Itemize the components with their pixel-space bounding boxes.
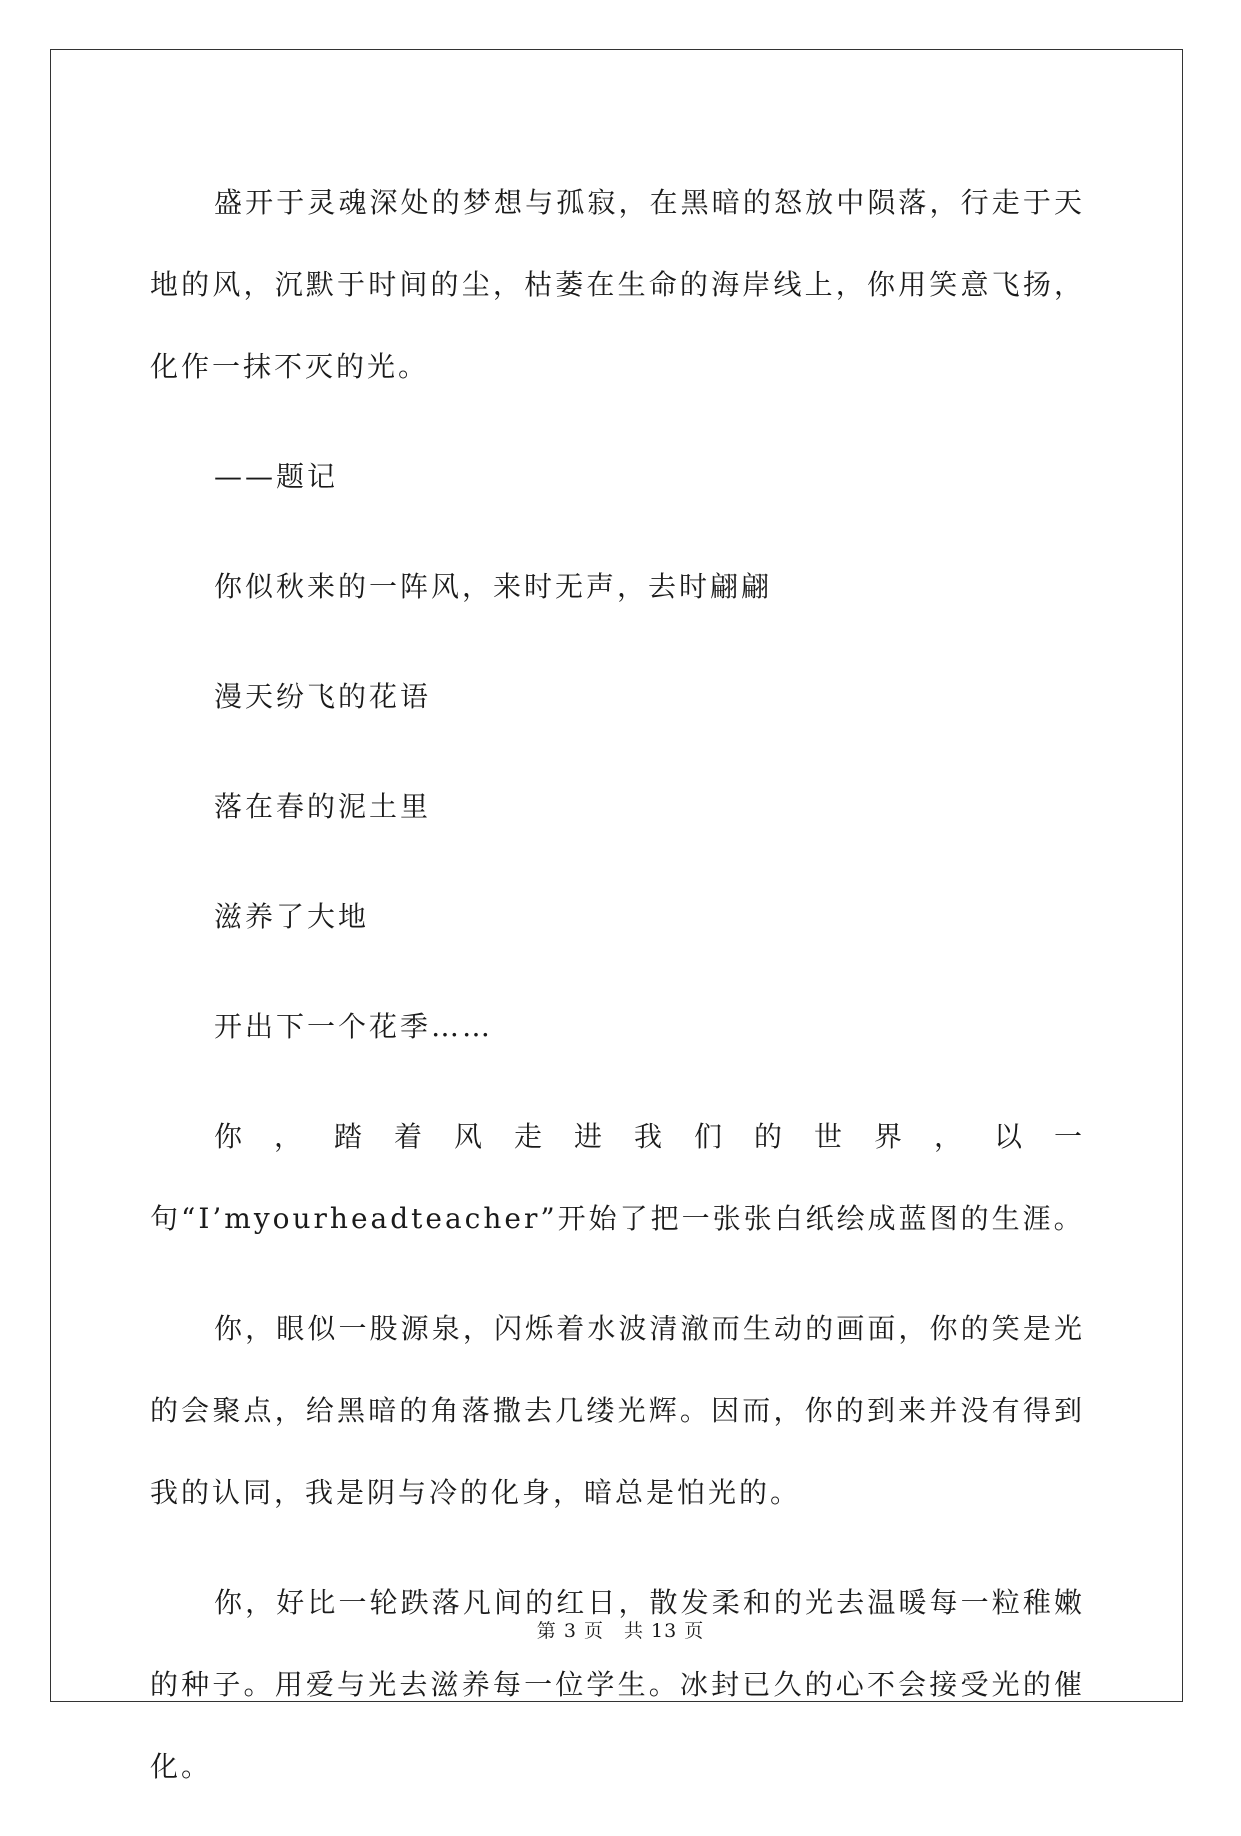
paragraph-1: 盛开于灵魂深处的梦想与孤寂，在黑暗的怒放中陨落，行走于天地的风，沉默于时间的尘，枯萎在生命的海岸线上，你用笑意飞扬，化作一抹不灭的光。 xyxy=(150,186,1085,383)
paragraph-5: 落在春的泥土里 xyxy=(214,790,432,823)
paragraph-2: ——题记 xyxy=(214,460,339,493)
paragraph-9: 你，眼似一股源泉，闪烁着水波清澈而生动的画面，你的笑是光的会聚点，给黑暗的角落撒去几缕光辉。因而，你的到来并没有得到我的认同，我是阴与冷的化身，暗总是怕光的。 xyxy=(150,1312,1085,1509)
paragraph-10: 你，好比一轮跌落凡间的红日，散发柔和的光去温暖每一粒稚嫩的种子。用爱与光去滋养每一位学生。冰封已久的心不会接受光的催化。 xyxy=(150,1586,1085,1783)
page-footer xyxy=(0,1616,1241,1643)
paragraph-8: 你，踏着风走进我们的世界，以一句“I’myourheadteacher”开始了把一张张白纸绘成蓝图的生涯。 xyxy=(150,1120,1085,1235)
paragraph-4: 漫天纷飞的花语 xyxy=(214,680,432,713)
page-total: 共 13 页 xyxy=(623,1620,705,1642)
paragraph-6: 滋养了大地 xyxy=(214,900,370,933)
paragraph-7: 开出下一个花季…… xyxy=(214,1010,494,1043)
document-body xyxy=(150,162,1085,1836)
paragraph-3: 你似秋来的一阵风，来时无声，去时翩翩 xyxy=(214,570,773,603)
page-number: 第 3 页 xyxy=(536,1620,604,1642)
